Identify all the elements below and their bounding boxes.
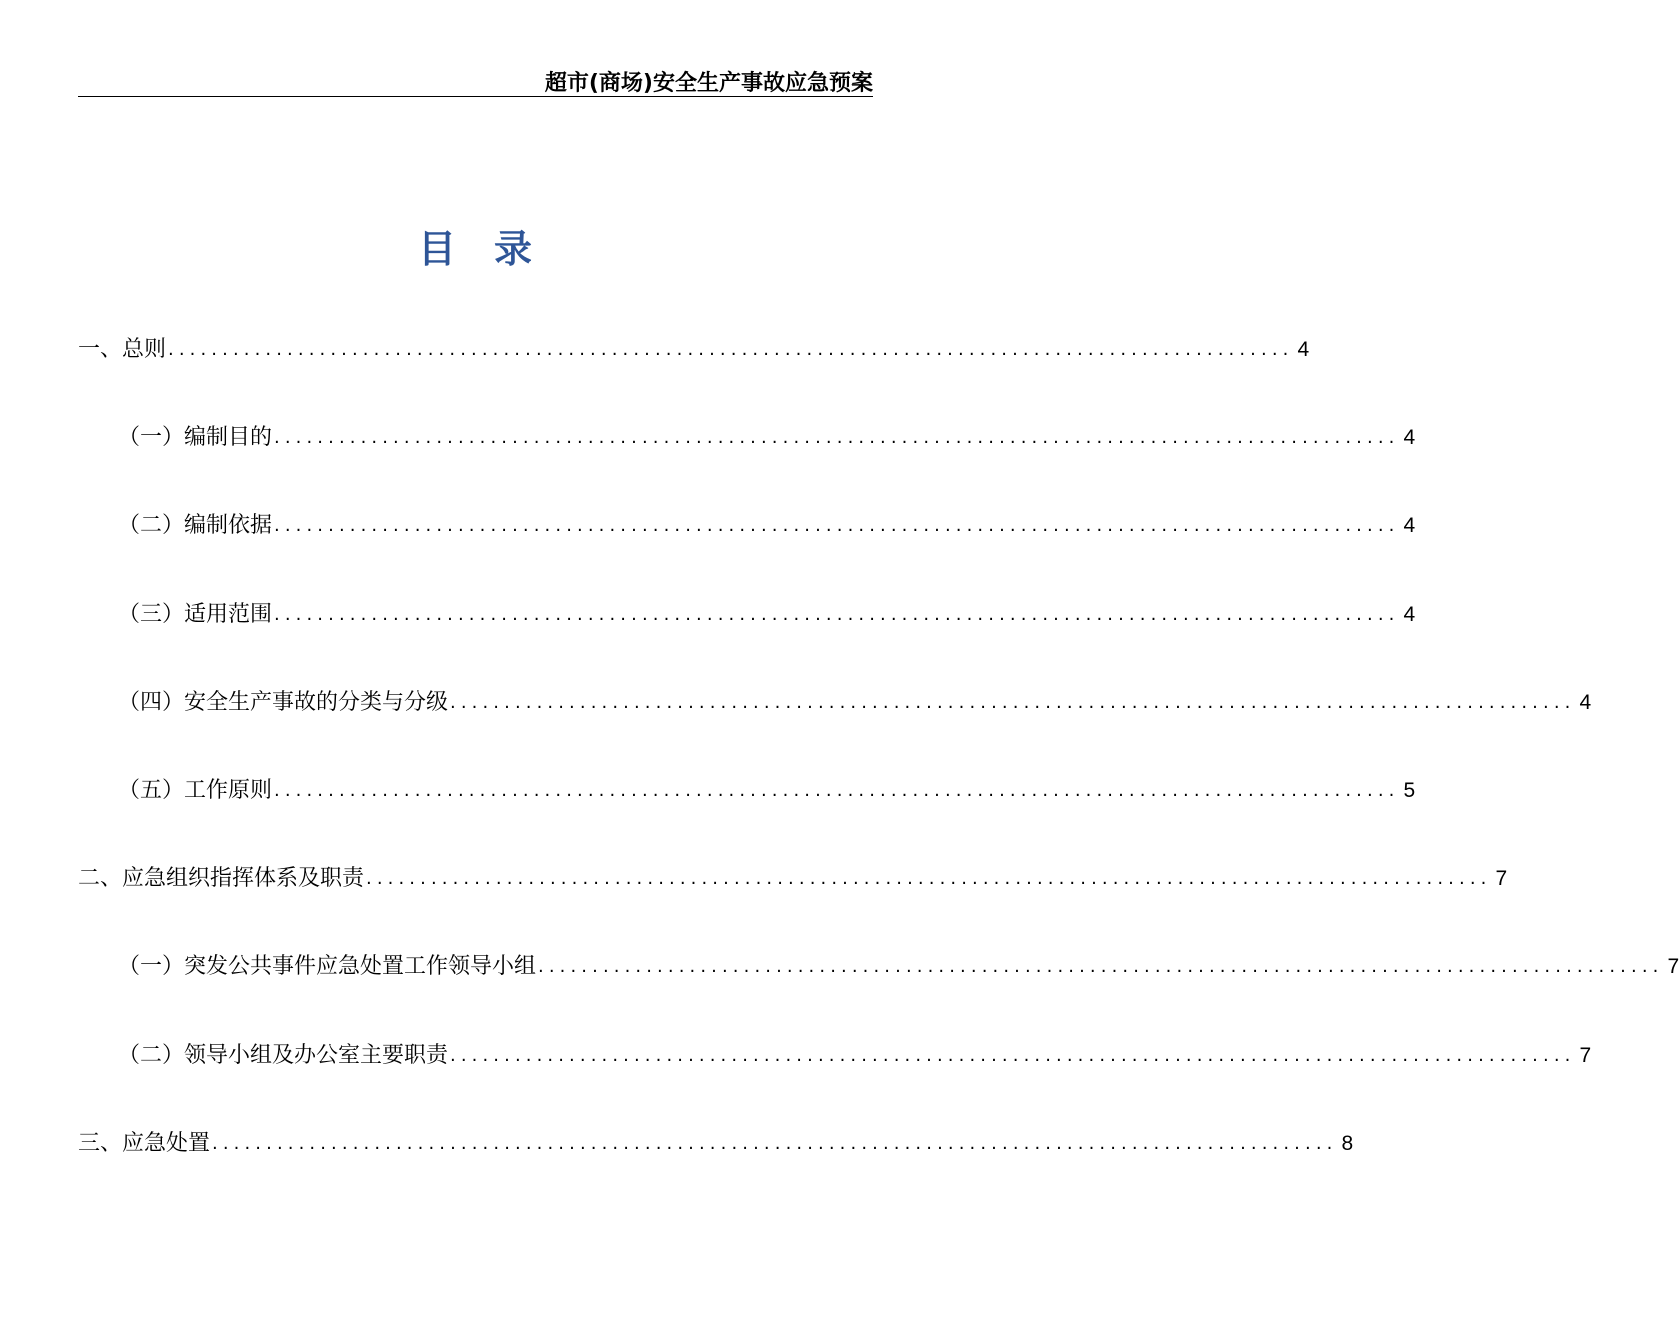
table-of-contents xyxy=(78,330,1679,1212)
toc-entry-label: （四）安全生产事故的分类与分级 xyxy=(118,689,449,715)
toc-dot-leader: ........................................................................................................ xyxy=(274,515,1400,537)
toc-entry-principles[interactable] xyxy=(78,771,1416,859)
toc-entry-classification[interactable] xyxy=(78,683,1592,771)
toc-dot-leader: ........................................................................................................ xyxy=(366,868,1492,890)
toc-dot-leader: ........................................................................................................ xyxy=(274,779,1400,801)
toc-page-number: 4 xyxy=(1403,514,1416,538)
toc-page-number: 7 xyxy=(1579,1043,1592,1067)
toc-dot-leader: ........................................................................................................ xyxy=(274,603,1400,625)
toc-entry-label: （二）领导小组及办公室主要职责 xyxy=(118,1042,449,1068)
toc-entry-label: （一）突发公共事件应急处置工作领导小组 xyxy=(118,954,537,980)
toc-page-number: 7 xyxy=(1667,955,1679,979)
toc-entry-label: 一、总则 xyxy=(78,337,167,362)
toc-entry-basis[interactable] xyxy=(78,506,1416,594)
toc-heading: 目 录 xyxy=(417,227,532,271)
toc-entry-label: （一）编制目的 xyxy=(118,425,273,451)
toc-dot-leader: ........................................................................................................ xyxy=(212,1132,1338,1154)
toc-entry-general-provisions[interactable] xyxy=(78,330,1310,418)
toc-page-number: 4 xyxy=(1403,426,1416,450)
toc-entry-organization[interactable] xyxy=(78,859,1508,947)
toc-dot-leader: ........................................................................................................ xyxy=(450,1044,1576,1066)
toc-dot-leader: ........................................................................................................ xyxy=(538,956,1664,978)
toc-page-number: 7 xyxy=(1495,867,1508,891)
toc-entry-label: 三、应急处置 xyxy=(78,1130,211,1156)
toc-entry-scope[interactable] xyxy=(78,595,1416,683)
toc-entry-label: （三）适用范围 xyxy=(118,601,273,627)
toc-entry-leading-group[interactable] xyxy=(78,947,1679,1035)
toc-dot-leader: ........................................................................................................ xyxy=(168,339,1294,360)
toc-page-number: 4 xyxy=(1297,338,1310,361)
toc-page-number: 4 xyxy=(1403,602,1416,626)
toc-page-number: 4 xyxy=(1579,690,1592,714)
running-header xyxy=(78,62,873,97)
toc-entry-label: （二）编制依据 xyxy=(118,513,273,539)
toc-page-number: 5 xyxy=(1403,778,1416,802)
toc-entry-emergency-response[interactable] xyxy=(78,1124,1354,1212)
toc-dot-leader: ........................................................................................................ xyxy=(274,427,1400,449)
toc-entry-label: （五）工作原则 xyxy=(118,777,273,803)
toc-page-number: 8 xyxy=(1341,1131,1354,1155)
document-title: 超市(商场)安全生产事故应急预案 xyxy=(544,71,873,96)
toc-entry-purpose[interactable] xyxy=(78,418,1416,506)
toc-dot-leader: ........................................................................................................ xyxy=(450,691,1576,713)
toc-entry-responsibilities[interactable] xyxy=(78,1036,1592,1124)
toc-entry-label: 二、应急组织指挥体系及职责 xyxy=(78,866,365,892)
